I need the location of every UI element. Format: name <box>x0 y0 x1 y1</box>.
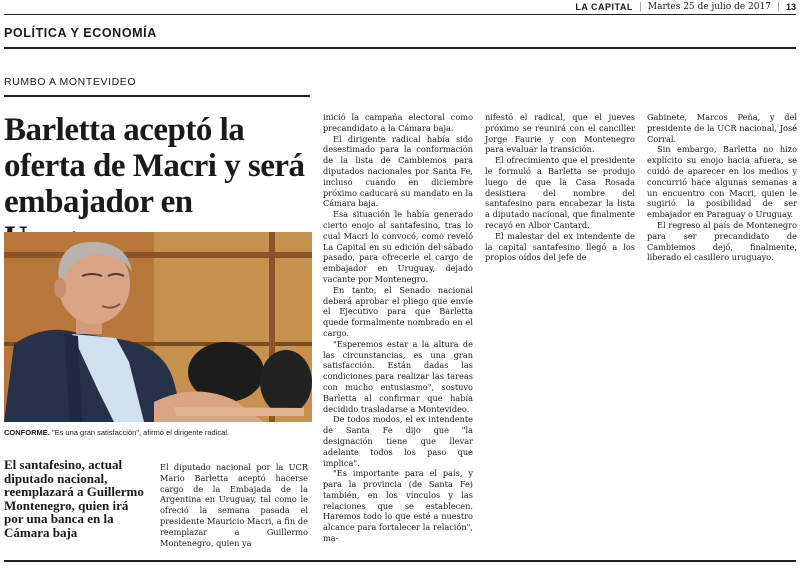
paragraph: El regreso al país de Montenegro para ser precandidato de Cambiemos dejó, finalmente, liberado el casillero uruguayo. <box>647 219 797 263</box>
header-separator: | <box>638 2 642 12</box>
photo-caption <box>4 428 312 437</box>
paragraph: Sin embargo, Barletta no hizo explícito su enojo hacia afuera, se cuidó de aparecer en los medios y concurrió hace algunas semanas a un encuentro con Macri, quien le sugirió la posibilidad de ser embajador en Paraguay o Uruguay. <box>647 144 797 220</box>
paragraph: inició la campaña electoral como precandidato a la Cámara baja. <box>323 112 473 133</box>
paragraph: El diputado nacional por la UCR Mario Barletta aceptó hacerse cargo de la Embajada de la Argentina en Uruguay, tal como le ofreció la semana pasada el presidente Mauricio Macri, a fin de reemplazar a Guillermo Montenegro, quien ya <box>160 462 308 548</box>
kicker-rule <box>4 95 310 97</box>
article-photo <box>4 232 312 422</box>
header-rule <box>4 14 796 15</box>
headline: Barletta aceptó la oferta de Macri y será embajador en <box>4 112 305 220</box>
header-separator: | <box>776 2 780 12</box>
caption-label: CONFORME. <box>4 428 50 437</box>
article-column-3 <box>485 112 635 263</box>
paragraph: nifestó el radical, que el jueves próximo se reunirá con el canciller Jorge Faurie y con Montenegro para evaluar la transición. <box>485 112 635 155</box>
article-column-4 <box>647 112 797 263</box>
newspaper-brand: LA CAPITAL <box>575 2 633 12</box>
paragraph: De todos modos, el ex intendente de Santa Fe dijo que "la designación tiene que llevar adelante todos los paso que implica". <box>323 414 473 468</box>
photo-illustration <box>4 232 312 422</box>
section-rule <box>4 47 796 49</box>
paragraph: En tanto, el Senado nacional deberá aprobar el pliego que envíe el Ejecutivo para que Barletta quede formalmente nombrado en el cargo. <box>323 284 473 338</box>
paragraph: Gabinete, Marcos Peña, y del presidente de la UCR nacional, José Corral. <box>647 112 797 144</box>
page-number: 13 <box>785 2 796 12</box>
paragraph: "Esperemos estar a la altura de las circunstancias, es una gran satisfacción. Están dadas las condiciones para realizar las tareas con mucho entusiasmo", sostuvo Barletta al confirmar que había decidido trasladarse a Montevideo. <box>323 338 473 414</box>
article-column-2 <box>323 112 473 544</box>
paragraph: "Es importante para el país, y para la provincia (de Santa Fe) también, en los vínculos y las relaciones que se establecen. Haremos todo lo que esté a nuestro alcance para fortalecer la relación", ma- <box>323 468 473 544</box>
paragraph: Esa situación le había generado cierto enojo al santafesino, tras lo cual Macri lo convocó, como reveló La Capital en su edición del sábado pasado, para ofrecerle el cargo de embajador en Uruguay, dejado vacante por Montenegro. <box>323 209 473 284</box>
issue-date: Martes 25 de julio de 2017 <box>647 2 771 12</box>
page-header <box>575 0 796 14</box>
article-column-1 <box>160 462 308 548</box>
deck: El santafesino, actual diputado nacional, reemplazará a Guillermo Montenegro, quien irá por una banca en la Cámara baja <box>4 457 144 540</box>
bottom-rule <box>4 560 796 562</box>
caption-text: "Es una gran satisfacción", afirmó el dirigente radical. <box>51 428 230 437</box>
kicker: RUMBO A MONTEVIDEO <box>4 76 137 88</box>
paragraph: El dirigente radical había sido desestimado para la conformación de la lista de Cambiemos para diputados nacionales por Santa Fe, incluso cuando en diciembre próximo caducará su mandato en la Cámara baja. <box>323 133 473 209</box>
paragraph: El ofrecimiento que el presidente le formuló a Barletta se produjo luego de que la Casa Rosada desistiera del nombre del santafesino para encabezar la lista a diputado nacional, que finalmente recayó en Albor Cantard. <box>485 155 635 230</box>
paragraph: El malestar del ex intendente de la capital santafesino llegó a los propios oídos del jefe de <box>485 230 635 263</box>
section-title: POLÍTICA Y ECONOMÍA <box>4 26 157 40</box>
